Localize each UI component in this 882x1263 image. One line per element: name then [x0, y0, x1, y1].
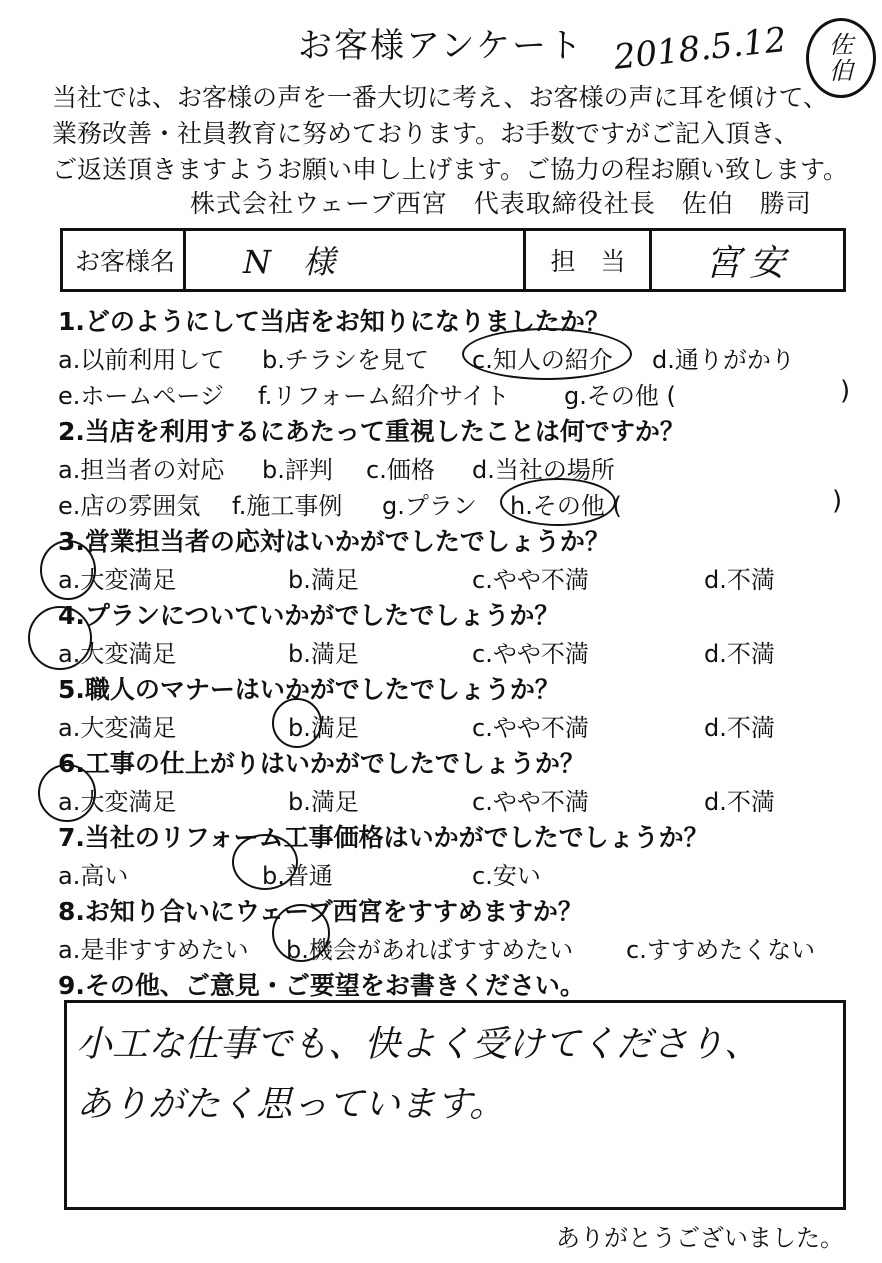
- question-6: 6.工事の仕上がりはいかがでしたでしょうか？: [58, 749, 585, 778]
- survey-title: お客様アンケート: [298, 26, 584, 66]
- q3-option-c[interactable]: c.やや不満: [472, 566, 589, 594]
- q1-option-a[interactable]: a.以前利用して: [58, 346, 225, 374]
- q7-selection-circle: [232, 834, 298, 890]
- intro-line-2: 業務改善・社員教育に努めております。お手数ですがご記入頂き、: [52, 119, 800, 148]
- q7-option-c[interactable]: c.安い: [472, 862, 541, 890]
- q1-selection-circle: [462, 328, 632, 380]
- q2-option-c[interactable]: c.価格: [366, 456, 435, 484]
- q6-option-d[interactable]: d.不満: [704, 788, 775, 816]
- thanks-text: ありがとうございました。: [556, 1224, 844, 1252]
- customer-info-box: [60, 228, 846, 292]
- staff-label: 担 当: [550, 247, 626, 276]
- q2-paren-close: ): [832, 486, 843, 516]
- q5-selection-circle: [272, 698, 322, 748]
- q2-option-f[interactable]: f.施工事例: [232, 492, 343, 520]
- q2-option-e[interactable]: e.店の雰囲気: [58, 492, 201, 520]
- question-8: 8.お知り合いにウェーブ西宮をすすめますか？: [58, 897, 583, 926]
- q3-option-d[interactable]: d.不満: [704, 566, 775, 594]
- question-9: 9.その他、ご意見・ご要望をお書きください。: [58, 971, 585, 1000]
- q8-option-c[interactable]: c.すすめたくない: [626, 936, 816, 964]
- staff-name-field[interactable]: 宮安: [704, 242, 793, 284]
- q1-option-e[interactable]: e.ホームページ: [58, 382, 224, 410]
- comment-line-2: ありがたく思っています。: [76, 1084, 506, 1125]
- question-5: 5.職人のマナーはいかがでしたでしょうか？: [58, 675, 560, 704]
- company-line: 株式会社ウェーブ西宮 代表取締役社長 佐伯 勝司: [190, 189, 812, 218]
- q3-option-a[interactable]: a.大変満足: [58, 566, 177, 594]
- handwritten-date: 2018.5.12: [612, 19, 789, 78]
- q1-option-b[interactable]: b.チラシを見て: [262, 346, 429, 374]
- q3-selection-circle: [40, 540, 96, 600]
- question-2: 2.当店を利用するにあたって重視したことは何ですか？: [58, 417, 685, 446]
- divider: [183, 231, 186, 289]
- divider: [649, 231, 652, 289]
- intro-line-1: 当社では、お客様の声を一番大切に考え、お客様の声に耳を傾けて、: [52, 83, 829, 112]
- q2-option-d[interactable]: d.当社の場所: [472, 456, 615, 484]
- q1-option-f[interactable]: f.リフォーム紹介サイト: [258, 382, 510, 410]
- q6-option-c[interactable]: c.やや不満: [472, 788, 589, 816]
- q6-option-a[interactable]: a.大変満足: [58, 788, 177, 816]
- q4-option-b[interactable]: b.満足: [288, 640, 359, 668]
- q8-option-b[interactable]: b.機会があればすすめたい: [286, 936, 574, 964]
- q2-option-b[interactable]: b.評判: [262, 456, 333, 484]
- seal-char-1: 佐: [829, 31, 853, 59]
- q2-option-g[interactable]: g.プラン: [382, 492, 477, 520]
- q6-selection-circle: [38, 764, 96, 822]
- q2-option-h[interactable]: h.その他 (: [510, 492, 622, 520]
- q5-option-c[interactable]: c.やや不満: [472, 714, 589, 742]
- question-3: 3.営業担当者の応対はいかがでしたでしょうか？: [58, 527, 610, 556]
- q8-option-a[interactable]: a.是非すすめたい: [58, 936, 249, 964]
- customer-label: お客様名: [74, 247, 175, 276]
- comment-line-1: 小工な仕事でも、快よく受けてくださり、: [76, 1024, 761, 1065]
- q4-option-a[interactable]: a.大変満足: [58, 640, 177, 668]
- question-4: 4.プランについていかがでしたでしょうか？: [58, 601, 560, 630]
- q1-paren-close: ): [840, 376, 851, 406]
- q7-option-a[interactable]: a.高い: [58, 862, 129, 890]
- q4-option-d[interactable]: d.不満: [704, 640, 775, 668]
- q6-option-b[interactable]: b.満足: [288, 788, 359, 816]
- intro-line-3: ご返送頂きますようお願い申し上げます。ご協力の程お願い致します。: [52, 155, 849, 184]
- q8-selection-circle: [272, 904, 330, 962]
- q2-selection-circle: [500, 478, 616, 526]
- question-7: 7.当社のリフォーム工事価格はいかがでしたでしょうか？: [58, 823, 709, 852]
- q5-option-a[interactable]: a.大変満足: [58, 714, 177, 742]
- q4-selection-circle: [28, 606, 92, 670]
- q7-option-b[interactable]: b.普通: [262, 862, 333, 890]
- q1-option-d[interactable]: d.通りがかり: [652, 346, 795, 374]
- q5-option-d[interactable]: d.不満: [704, 714, 775, 742]
- question-1: 1.どのようにして当店をお知りになりましたか？: [58, 307, 610, 336]
- q3-option-b[interactable]: b.満足: [288, 566, 359, 594]
- q2-option-a[interactable]: a.担当者の対応: [58, 456, 225, 484]
- seal-char-2: 伯: [829, 57, 853, 85]
- q4-option-c[interactable]: c.やや不満: [472, 640, 589, 668]
- q1-option-g[interactable]: g.その他 (: [564, 382, 676, 410]
- q5-option-b[interactable]: b.満足: [288, 714, 359, 742]
- customer-name-field[interactable]: N 様: [243, 243, 336, 281]
- divider: [523, 231, 526, 289]
- q1-option-c[interactable]: c.知人の紹介: [472, 346, 613, 374]
